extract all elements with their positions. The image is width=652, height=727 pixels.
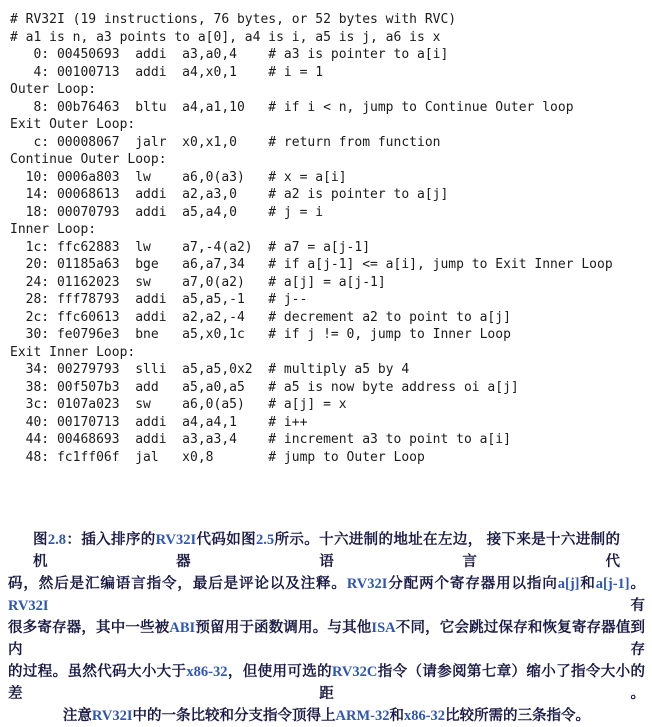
- caption-text: 中的一条比较和分支指令顶得上: [132, 708, 336, 724]
- code-line: 40: 00170713 addi a4,a4,1 # i++: [10, 414, 308, 430]
- caption-text: 比较所需的三条指令。: [445, 708, 591, 724]
- caption-text: 。: [629, 576, 646, 592]
- caption-reference-text: ARM-32: [335, 708, 390, 724]
- caption-reference-text: a[j]: [557, 576, 580, 592]
- caption-text: 和: [389, 708, 404, 724]
- code-line: 30: fe0796e3 bne a5,x0,1c # if j != 0, jump to Inner Loop: [10, 327, 511, 342]
- figure-caption: [8, 529, 645, 727]
- code-line: 10: 0006a803 lw a6,0(a3) # x = a[i]: [10, 169, 347, 185]
- code-line: c: 00008067 jalr x0,x1,0 # return from function: [10, 134, 441, 150]
- caption-text: 指令（请参阅第七章）缩小了指令大小的差距。: [8, 664, 646, 702]
- code-line: 48: fc1ff06f jal x0,8 # jump to Outer Loop: [10, 449, 425, 465]
- caption-text: 代码如图: [196, 532, 256, 548]
- caption-reference-text: ISA: [371, 620, 396, 636]
- code-line: 1c: ffc62883 lw a7,-4(a2) # a7 = a[j-1]: [10, 239, 371, 255]
- caption-line: [33, 529, 620, 573]
- assembly-code-listing: [10, 11, 613, 466]
- caption-text: 不同，它会跳过保存和恢复寄存器值到内存: [8, 620, 646, 658]
- code-line: 8: 00b76463 bltu a4,a1,10 # if i < n, jump to Continue Outer loop: [10, 99, 574, 115]
- caption-text: 预留用于函数调用。与其他: [195, 620, 372, 636]
- caption-text: 分配两个寄存器用以指向: [387, 576, 558, 592]
- caption-reference-text: 2.5: [255, 532, 275, 548]
- code-line: 18: 00070793 addi a5,a4,0 # j = i: [10, 204, 324, 220]
- code-line: 3c: 0107a023 sw a6,0(a5) # a[j] = x: [10, 397, 347, 412]
- code-line: 4: 00100713 addi a4,x0,1 # i = 1: [10, 64, 324, 80]
- code-line: 34: 00279793 slli a5,a5,0x2 # multiply a5 by 4: [10, 362, 410, 377]
- caption-text: ，但使用可选的: [227, 664, 332, 680]
- caption-reference-text: RV32C: [331, 664, 378, 680]
- code-line: 2c: ffc60613 addi a2,a2,-4 # decrement a2 to point to a[j]: [10, 309, 511, 325]
- caption-text: ：插入排序的: [66, 532, 156, 548]
- caption-reference-text: x86-32: [186, 664, 228, 680]
- caption-reference-text: a[j-1]: [595, 576, 630, 592]
- caption-text: 有: [48, 598, 645, 614]
- caption-text: 码，然后是汇编语言指令，最后是评论以及注释。: [8, 576, 347, 592]
- code-line: Outer Loop:: [10, 82, 97, 97]
- caption-line: [8, 573, 645, 617]
- caption-text: 很多寄存器，其中一些被: [8, 620, 170, 636]
- caption-text: 的过程。虽然代码大小大于: [8, 664, 187, 680]
- code-line: 14: 00068613 addi a2,a3,0 # a2 is pointer to a[j]: [10, 187, 449, 202]
- caption-reference-text: 2.8: [47, 532, 66, 548]
- caption-reference-text: RV32I: [155, 532, 197, 548]
- caption-reference-text: ABI: [169, 620, 196, 636]
- caption-text: 注意: [62, 708, 92, 724]
- caption-line: [8, 705, 645, 727]
- code-line: 24: 01162023 sw a7,0(a2) # a[j] = a[j-1]: [10, 274, 386, 290]
- code-line: Continue Outer Loop:: [10, 152, 167, 167]
- caption-text: 所示。十六进制的地址在左边， 接下来是十六进制的机器语言代: [33, 532, 621, 570]
- code-line: # RV32I (19 instructions, 76 bytes, or 52 bytes with RVC): [10, 12, 457, 27]
- caption-reference-text: x86-32: [403, 708, 446, 724]
- code-line: 0: 00450693 addi a3,a0,4 # a3 is pointer to a[i]: [10, 47, 449, 62]
- caption-text: 图: [33, 532, 48, 548]
- code-line: 38: 00f507b3 add a5,a0,a5 # a5 is now byte address oi a[j]: [10, 379, 519, 395]
- caption-reference-text: RV32I: [346, 576, 388, 592]
- code-line: Exit Outer Loop:: [10, 117, 136, 132]
- code-line: # a1 is n, a3 points to a[0], a4 is i, a5 is j, a6 is x: [10, 29, 441, 45]
- caption-reference-text: RV32I: [91, 708, 133, 724]
- caption-reference-text: RV32I: [8, 598, 49, 614]
- code-line: Exit Inner Loop:: [10, 344, 136, 360]
- code-line: 28: fff78793 addi a5,a5,-1 # j--: [10, 292, 308, 307]
- caption-text: 和: [579, 576, 596, 592]
- caption-line: [8, 617, 645, 661]
- code-line: Inner Loop:: [10, 222, 97, 237]
- code-line: 20: 01185a63 bge a6,a7,34 # if a[j-1] <= a[i], jump to Exit Inner Loop: [10, 257, 613, 272]
- code-line: 44: 00468693 addi a3,a3,4 # increment a3 to point to a[i]: [10, 432, 511, 447]
- caption-line: [8, 661, 645, 705]
